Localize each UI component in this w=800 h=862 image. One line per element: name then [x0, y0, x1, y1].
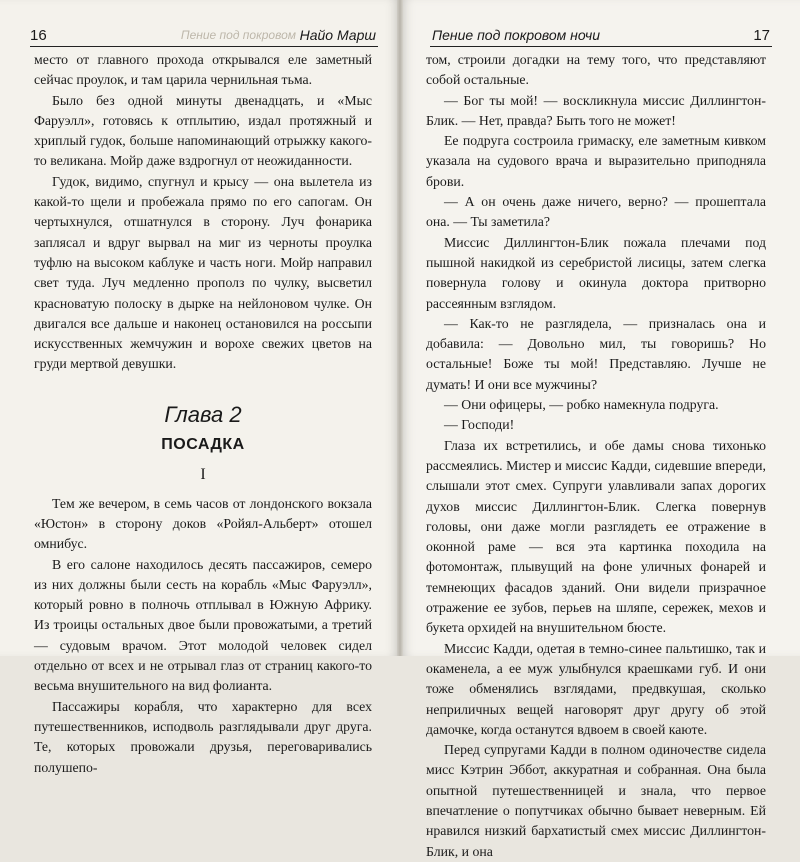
section-title: ПОСАДКА — [161, 436, 245, 454]
bleed-through-text: Пение под покровом — [180, 28, 296, 42]
section-number: I — [200, 466, 206, 484]
running-header-author: Найо Марш — [299, 27, 376, 43]
running-header-title: Пение под покровом ночи — [432, 27, 601, 43]
paragraph: Было без одной минуты двенадцать, и «Мыс Фаруэлл», готовясь к отплытию, издал протяжный и хриплый гудок, больше напоминающий отрыжку какого-то великана. Мойр даже вздрогнул от неожиданности. — [34, 92, 372, 169]
paragraph: Гудок, видимо, спугнул и крысу — она вылетела из какой-то щели и пробежала прямо по его сапогам. Он чертыхнулся, отшатнулся в сторону. Луч фонарика заплясал и вдруг вырвал на миг из черноты проулка туфлю на высоком каблуке и часть ноги. Мойр направил свет туда. Луч медленно прополз по чулку, высветил красноватую полоску в дырке на нейлоновом чулке. Он двигался все дальше и наконец остановился на россыпи искусственных жемчужин и ворохе свежих цветов на груди мертвой девушки. — [34, 173, 372, 372]
paragraph: Глаза их встретились, и обе дамы снова тихонько рассмеялись. Мистер и миссис Кадди, сидевшие впереди, слышали этот смех. Супруги улавливали запах дорогих духов миссис Диллингтон-Блик. Слегка повернув головы, они даже могли разглядеть ее отражение в оконной раме — вся эта картинка походила на фотомонтаж, плывущий на фоне уличных фонарей и темнеющих фасадов зданий. Они видели призрачное отражение ее зубов, перьев на шляпе, сережек, мехов и букета орхидей на внушительном бюсте. — [426, 437, 766, 636]
page-number: 16 — [30, 26, 47, 44]
paragraph: — Господи! — [444, 417, 515, 433]
left-page-body — [34, 50, 372, 778]
paragraph: том, строили догадки на тему того, что представляют собой остальные. — [426, 52, 766, 88]
paragraph: Перед супругами Кадди в полном одиночестве сидела мисс Кэтрин Эббот, аккуратная и собранная. Она была опытной путешественницей и знала, что первое впечатление о попутчиках обычно бывает неверным. Ей нравился низкий бархатистый смех миссис Диллингтон-Блик, и она — [426, 742, 766, 859]
paragraph: Миссис Диллингтон-Блик пожала плечами под пышной накидкой из серебристой лисицы, затем слегка повернула голову и окинула доктора притворно рассеянным взглядом. — [426, 234, 766, 311]
paragraph: Ее подруга состроила гримаску, еле заметным кивком указала на судового врача и выразительно приподняла брови. — [426, 133, 766, 189]
chapter-title: Глава 2 — [164, 401, 242, 427]
right-page-header — [430, 24, 772, 47]
page-number: 17 — [753, 26, 770, 44]
right-page-body — [426, 50, 766, 862]
paragraph: — Бог ты мой! — воскликнула миссис Диллингтон-Блик. — Нет, правда? Быть того не может! — [426, 92, 766, 128]
paragraph: Пассажиры корабля, что характерно для всех путешественников, исподволь разглядывали друг друга. Те, которых провожали друзья, переговаривались полушепо- — [34, 698, 372, 775]
paragraph: — Как-то не разглядела, — призналась она и добавила: — Довольно мил, ты говоришь? Но остальные! Боже ты мой! Представляю. Лучше не думать! И они все мужчины? — [426, 315, 766, 392]
book-gutter — [397, 0, 403, 656]
paragraph: Тем же вечером, в семь часов от лондонского вокзала «Юстон» в сторону доков «Ройял-Альберт» отошел омнибус. — [34, 495, 372, 552]
paragraph: — А он очень даже ничего, верно? — прошептала она. — Ты заметила? — [426, 194, 766, 230]
right-page — [400, 0, 800, 859]
paragraph: Миссис Кадди, одетая в темно-синее пальтишко, так и окаменела, а ее муж улыбнулся краешками губ. И они тоже обменялись взглядами, предвкушая, сколько неприличных вещей наговорят друг другу об этой дамочке, когда останутся вдвоем в своей каюте. — [426, 640, 766, 737]
paragraph: — Они офицеры, — робко намекнула подруга. — [444, 397, 719, 413]
left-page — [0, 0, 400, 775]
left-page-header — [30, 24, 378, 47]
paragraph: В его салоне находилось десять пассажиров, семеро из них должны были сесть на корабль «Мыс Фаруэлл», который ровно в полночь отплывал в Южную Африку. Из троицы остальных двое были провожатыми, а третий — судовым врачом. Этот молодой человек сидел отдельно от всех и не отрывал глаз от страниц какого-то весьма внушительного на вид фолианта. — [34, 556, 372, 694]
paragraph: место от главного прохода открывался еле заметный сейчас проулок, и там царила чернильная тьма. — [34, 52, 372, 88]
